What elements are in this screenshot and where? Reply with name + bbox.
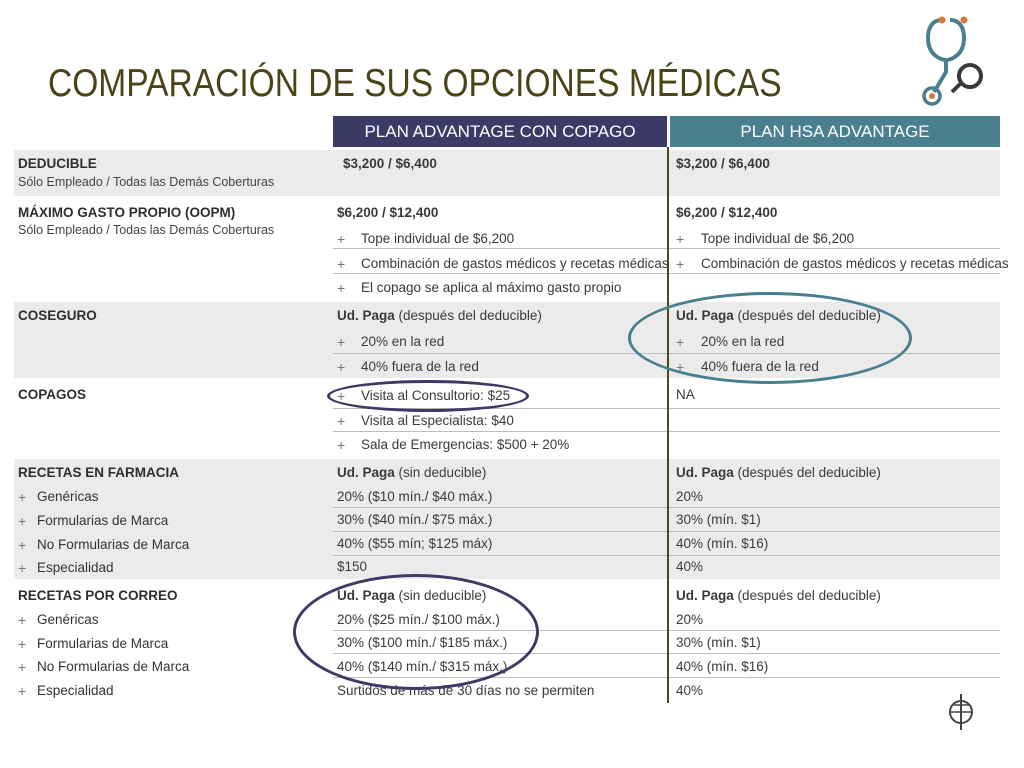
plus-icon: + — [337, 359, 346, 375]
correo-plan2-value: 40% (mín. $16) — [676, 659, 769, 674]
plus-icon: + — [18, 612, 27, 628]
coseguro-plan2-item: 20% en la red — [701, 334, 785, 349]
farmacia-plan2-value: 40% — [676, 559, 704, 574]
plus-icon: + — [676, 256, 685, 272]
row-label-farmacia: RECETAS EN FARMACIA — [18, 465, 180, 480]
farmacia-item: Especialidad — [37, 560, 114, 575]
row-label-copagos: COPAGOS — [18, 387, 87, 402]
row-label-coseguro: COSEGURO — [18, 308, 97, 323]
plus-icon: + — [18, 489, 27, 505]
copagos-plan2-value: NA — [676, 387, 695, 402]
company-logo-icon — [944, 692, 978, 732]
plus-icon: + — [337, 231, 346, 247]
highlight-ring-coseguro — [628, 292, 912, 384]
copagos-plan1-item: Sala de Emergencias: $500 + 20% — [361, 437, 570, 452]
row-label-deducible: DEDUCIBLE — [18, 156, 97, 171]
deducible-plan2-value: $3,200 / $6,400 — [676, 156, 770, 171]
farmacia-plan2-value: 20% — [676, 489, 704, 504]
plus-icon: + — [337, 437, 346, 453]
plus-icon: + — [18, 636, 27, 652]
deducible-plan1-value: $3,200 / $6,400 — [343, 156, 437, 171]
plan2-header: PLAN HSA ADVANTAGE — [670, 116, 1000, 147]
oopm-plan1-value: $6,200 / $12,400 — [337, 205, 439, 220]
correo-item: Formularias de Marca — [37, 636, 169, 651]
coseguro-plan1-item: 20% en la red — [361, 334, 445, 349]
farmacia-item: Genéricas — [37, 489, 99, 504]
farmacia-plan1-head: Ud. Paga (sin deducible) — [337, 465, 487, 480]
correo-plan1-value: 30% ($100 mín./ $185 máx.) — [337, 635, 508, 650]
plus-icon: + — [337, 280, 346, 296]
farmacia-plan1-value: 20% ($10 mín./ $40 máx.) — [337, 489, 493, 504]
oopm-plan2-item: Tope individual de $6,200 — [701, 231, 855, 246]
oopm-plan1-item: El copago se aplica al máximo gasto propio — [361, 280, 622, 295]
correo-plan2-head: Ud. Paga (después del deducible) — [676, 588, 881, 603]
row-sublabel-oopm: Sólo Empleado / Todas las Demás Coberturas — [18, 223, 275, 237]
farmacia-plan1-value: 40% ($55 mín; $125 máx) — [337, 536, 493, 551]
correo-plan1-value: 40% ($140 mín./ $315 máx.) — [337, 659, 508, 674]
plus-icon: + — [18, 537, 27, 553]
stethoscope-icon — [912, 10, 992, 110]
farmacia-plan2-value: 40% (mín. $16) — [676, 536, 769, 551]
plus-icon: + — [676, 359, 685, 375]
correo-item: No Formularias de Marca — [37, 659, 190, 674]
row-label-correo: RECETAS POR CORREO — [18, 588, 178, 603]
plus-icon: + — [337, 256, 346, 272]
coseguro-plan2-item: 40% fuera de la red — [701, 359, 819, 374]
oopm-plan1-item: Combinación de gastos médicos y recetas médicas — [361, 256, 669, 271]
copagos-plan1-item: Visita al Especialista: $40 — [361, 413, 514, 428]
correo-plan2-value: 30% (mín. $1) — [676, 635, 761, 650]
farmacia-plan1-value: 30% ($40 mín./ $75 máx.) — [337, 512, 493, 527]
correo-plan2-value: 20% — [676, 612, 704, 627]
plus-icon: + — [337, 413, 346, 429]
plus-icon: + — [18, 659, 27, 675]
plus-icon: + — [18, 683, 27, 699]
row-sublabel-deducible: Sólo Empleado / Todas las Demás Coberturas — [18, 175, 275, 189]
farmacia-plan2-value: 30% (mín. $1) — [676, 512, 761, 527]
oopm-plan2-value: $6,200 / $12,400 — [676, 205, 778, 220]
page-title: COMPARACIÓN DE SUS OPCIONES MÉDICAS — [48, 62, 782, 105]
plus-icon: + — [676, 231, 685, 247]
row-label-oopm: MÁXIMO GASTO PROPIO (OOPM) — [18, 205, 236, 220]
plus-icon: + — [337, 334, 346, 350]
farmacia-plan2-head: Ud. Paga (después del deducible) — [676, 465, 881, 480]
correo-plan2-value: 40% — [676, 683, 704, 698]
plus-icon: + — [18, 560, 27, 576]
highlight-ring-correo — [293, 574, 539, 690]
farmacia-plan1-value: $150 — [337, 559, 368, 574]
farmacia-item: Formularias de Marca — [37, 513, 169, 528]
copagos-plan1-item: Visita al Consultorio: $25 — [361, 388, 511, 403]
highlight-ring-copago — [327, 380, 529, 412]
oopm-plan1-item: Tope individual de $6,200 — [361, 231, 515, 246]
coseguro-plan1-item: 40% fuera de la red — [361, 359, 479, 374]
correo-item: Genéricas — [37, 612, 99, 627]
plus-icon: + — [676, 334, 685, 350]
band-deducible — [14, 150, 1000, 196]
correo-plan1-value: 20% ($25 mín./ $100 máx.) — [337, 612, 500, 627]
correo-plan1-value: Surtidos de más de 30 días no se permiten — [337, 683, 595, 698]
plus-icon: + — [18, 513, 27, 529]
plus-icon: + — [337, 388, 346, 404]
correo-plan1-head: Ud. Paga (sin deducible) — [337, 588, 487, 603]
farmacia-item: No Formularias de Marca — [37, 537, 190, 552]
coseguro-plan1-head: Ud. Paga (después del deducible) — [337, 308, 542, 323]
plan1-header: PLAN ADVANTAGE CON COPAGO — [333, 116, 667, 147]
oopm-plan2-item: Combinación de gastos médicos y recetas médicas — [701, 256, 1009, 271]
column-divider — [667, 147, 669, 703]
correo-item: Especialidad — [37, 683, 114, 698]
coseguro-plan2-head: Ud. Paga (después del deducible) — [676, 308, 881, 323]
